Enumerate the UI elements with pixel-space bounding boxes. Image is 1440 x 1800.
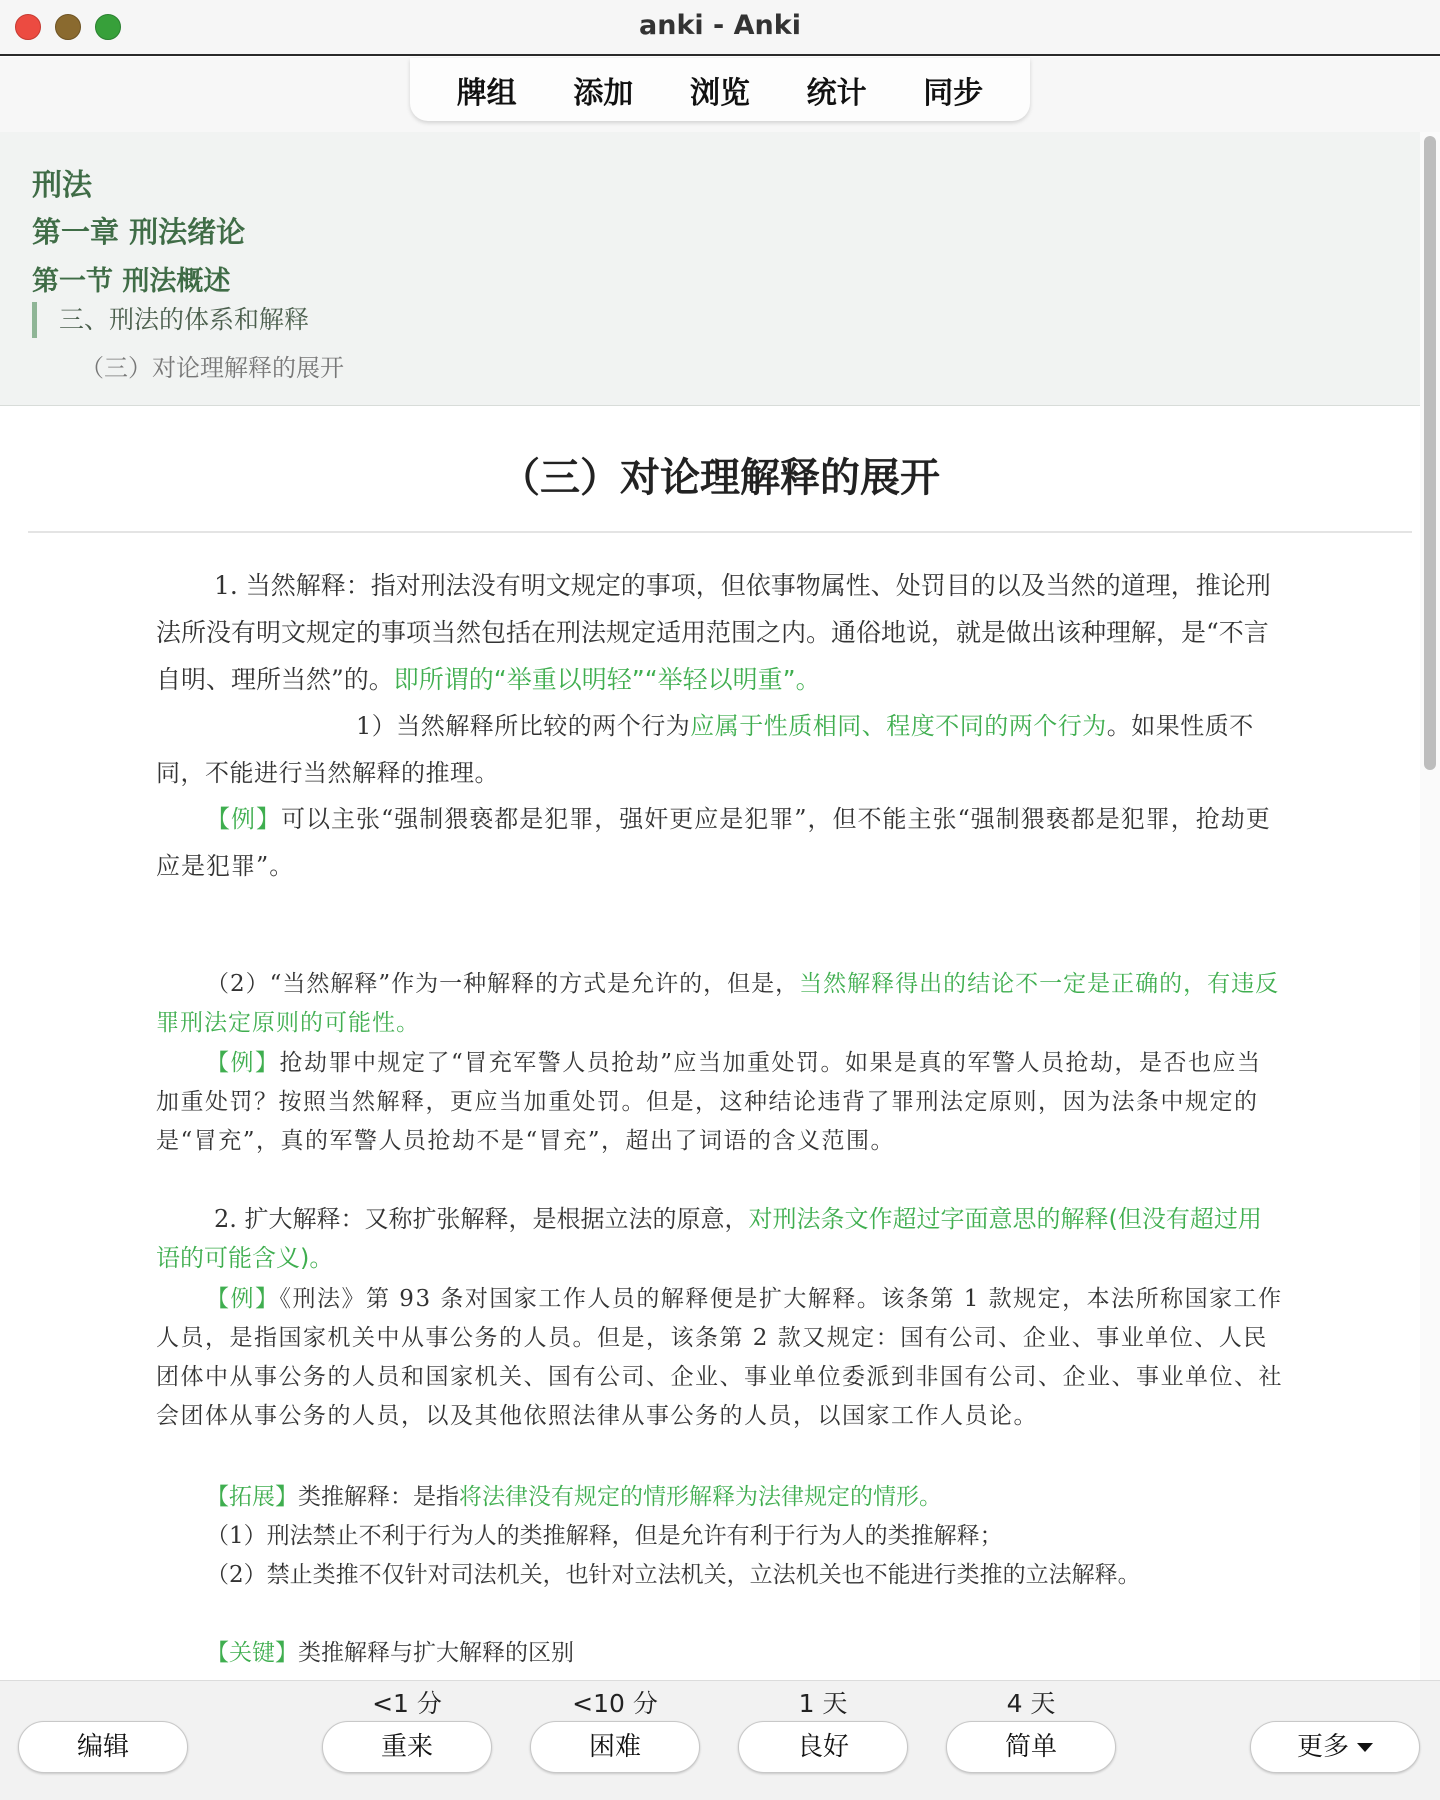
paragraph-text: 抢劫罪中规定了“冒充军警人员抢劫”应当加重处罚。如果是真的军警人员抢劫，是否也应当加重处罚？按照当然解释，更应当加重处罚。但是，这种结论违背了罪刑法定原则，因为法条中规定的是“冒充”，真的军警人员抢劫不是“冒充”，超出了词语的含义范围。 [156, 1050, 1262, 1154]
toolbar-sync[interactable]: 同步 [923, 75, 984, 111]
paragraph-analogy-rule-2 [156, 1556, 1283, 1595]
paragraph-example-1 [156, 796, 1283, 890]
paragraph-text: （1）刑法禁止不利于行为人的类推解释，但是允许有利于行为人的类推解释； [206, 1523, 1003, 1549]
paragraph-text: 1）当然解释所比较的两个行为 [356, 712, 691, 740]
breadcrumb [0, 132, 1420, 406]
breadcrumb-subject: 刑法 [32, 168, 92, 203]
highlight-text: 对刑法条文作超过字面意思的解释(但没有超过用语的可能含义)。 [156, 1205, 1262, 1272]
key-tag: 【关键】 [206, 1640, 298, 1666]
paragraph-text: 2. 扩大解释：又称扩张解释，是根据立法的原意， [214, 1205, 749, 1233]
toolbar-decks[interactable]: 牌组 [456, 75, 517, 111]
paragraph-key-point [156, 1634, 1283, 1673]
paragraph-text: 1. 当然解释：指对刑法没有明文规定的事项，但依事物属性、处罚目的以及当然的道理，推论刑法所没有明文规定的事项当然包括在刑法规定适用范围之内。通俗地说，就是做出该种理解，是“不言自明、理所当然”的。 [156, 571, 1271, 694]
paragraph-text: 。如果性质不同，不能进行当然解释的推理。 [156, 712, 1254, 787]
breadcrumb-topic: 三、刑法的体系和解释 [32, 302, 309, 338]
paragraph-text: 类推解释与扩大解释的区别 [298, 1640, 574, 1666]
toolbar-add[interactable]: 添加 [573, 75, 634, 111]
breadcrumb-section: 第一节 刑法概述 [32, 266, 231, 297]
toolbar-stats[interactable]: 统计 [806, 75, 867, 111]
easy-interval: 4 天 [1006, 1689, 1056, 1718]
more-button[interactable] [1250, 1721, 1420, 1773]
toolbar-browse[interactable]: 浏览 [689, 75, 750, 111]
paragraph-comparison [156, 703, 1283, 797]
more-button-label: 更多 [1296, 1732, 1349, 1762]
example-tag: 【例】 [206, 1286, 280, 1312]
highlight-text: 当然解释得出的结论不一定是正确的，有违反罪刑法定原则的可能性。 [156, 971, 1280, 1036]
highlight-text: 即所谓的“举重以明轻”“举轻以明重”。 [393, 665, 821, 694]
easy-button[interactable]: 简单 [946, 1721, 1116, 1773]
card-title: （三）对论理解释的展开 [500, 455, 940, 501]
breadcrumb-subtopic: （三）对论理解释的展开 [80, 354, 344, 382]
breadcrumb-chapter: 第一章 刑法绪论 [32, 215, 246, 249]
extension-tag: 【拓展】 [206, 1484, 298, 1510]
paragraph-text: （2）“当然解释”作为一种解释的方式是允许的，但是， [206, 971, 800, 997]
paragraph-natural-interpretation-risk [156, 965, 1283, 1043]
paragraph-natural-interpretation [156, 562, 1283, 703]
paragraph-text: 可以主张“强制猥亵都是犯罪，强奸更应是犯罪”，但不能主张“强制猥亵都是犯罪，抢劫更应是犯罪”。 [156, 805, 1271, 880]
good-button[interactable]: 良好 [738, 1721, 908, 1773]
paragraph-example-2 [156, 1044, 1283, 1161]
window-title: anki - Anki [639, 10, 801, 41]
caret-down-icon [1357, 1743, 1373, 1752]
good-interval: 1 天 [798, 1689, 848, 1718]
again-interval: <1 分 [372, 1689, 442, 1718]
paragraph-example-3 [156, 1280, 1283, 1436]
answer-bar [0, 1680, 1440, 1800]
example-tag: 【例】 [206, 805, 281, 833]
paragraph-text: 类推解释：是指 [298, 1484, 459, 1510]
highlight-text: 应属于性质相同、程度不同的两个行为 [690, 712, 1107, 740]
divider [28, 531, 1412, 533]
paragraph-extension [156, 1478, 1283, 1517]
edit-button[interactable]: 编辑 [18, 1721, 188, 1773]
title-bar [0, 0, 1440, 56]
hard-interval: <10 分 [572, 1689, 658, 1718]
paragraph-text: （2）禁止类推不仅针对司法机关，也针对立法机关，立法机关也不能进行类推的立法解释。 [206, 1562, 1141, 1588]
again-button[interactable]: 重来 [322, 1721, 492, 1773]
highlight-text: 将法律没有规定的情形解释为法律规定的情形。 [459, 1484, 942, 1510]
hard-button[interactable]: 困难 [530, 1721, 700, 1773]
main-toolbar [410, 58, 1030, 121]
paragraph-analogy-rule-1 [156, 1517, 1283, 1556]
paragraph-extended-interpretation [156, 1200, 1283, 1278]
paragraph-text: 《刑法》第 93 条对国家工作人员的解释便是扩大解释。该条第 1 款规定，本法所称国家工作人员，是指国家机关中从事公务的人员。但是，该条第 2 款又规定：国有公司、企业、事业单位、人民团体中从事公务的人员和国家机关、国有公司、企业、事业单位委派到非国有公司、企业、事业单位、社会团体从事公务的人员，以及其他依照法律从事公务的人员，以国家工作人员论。 [156, 1286, 1283, 1429]
example-tag: 【例】 [206, 1050, 280, 1076]
